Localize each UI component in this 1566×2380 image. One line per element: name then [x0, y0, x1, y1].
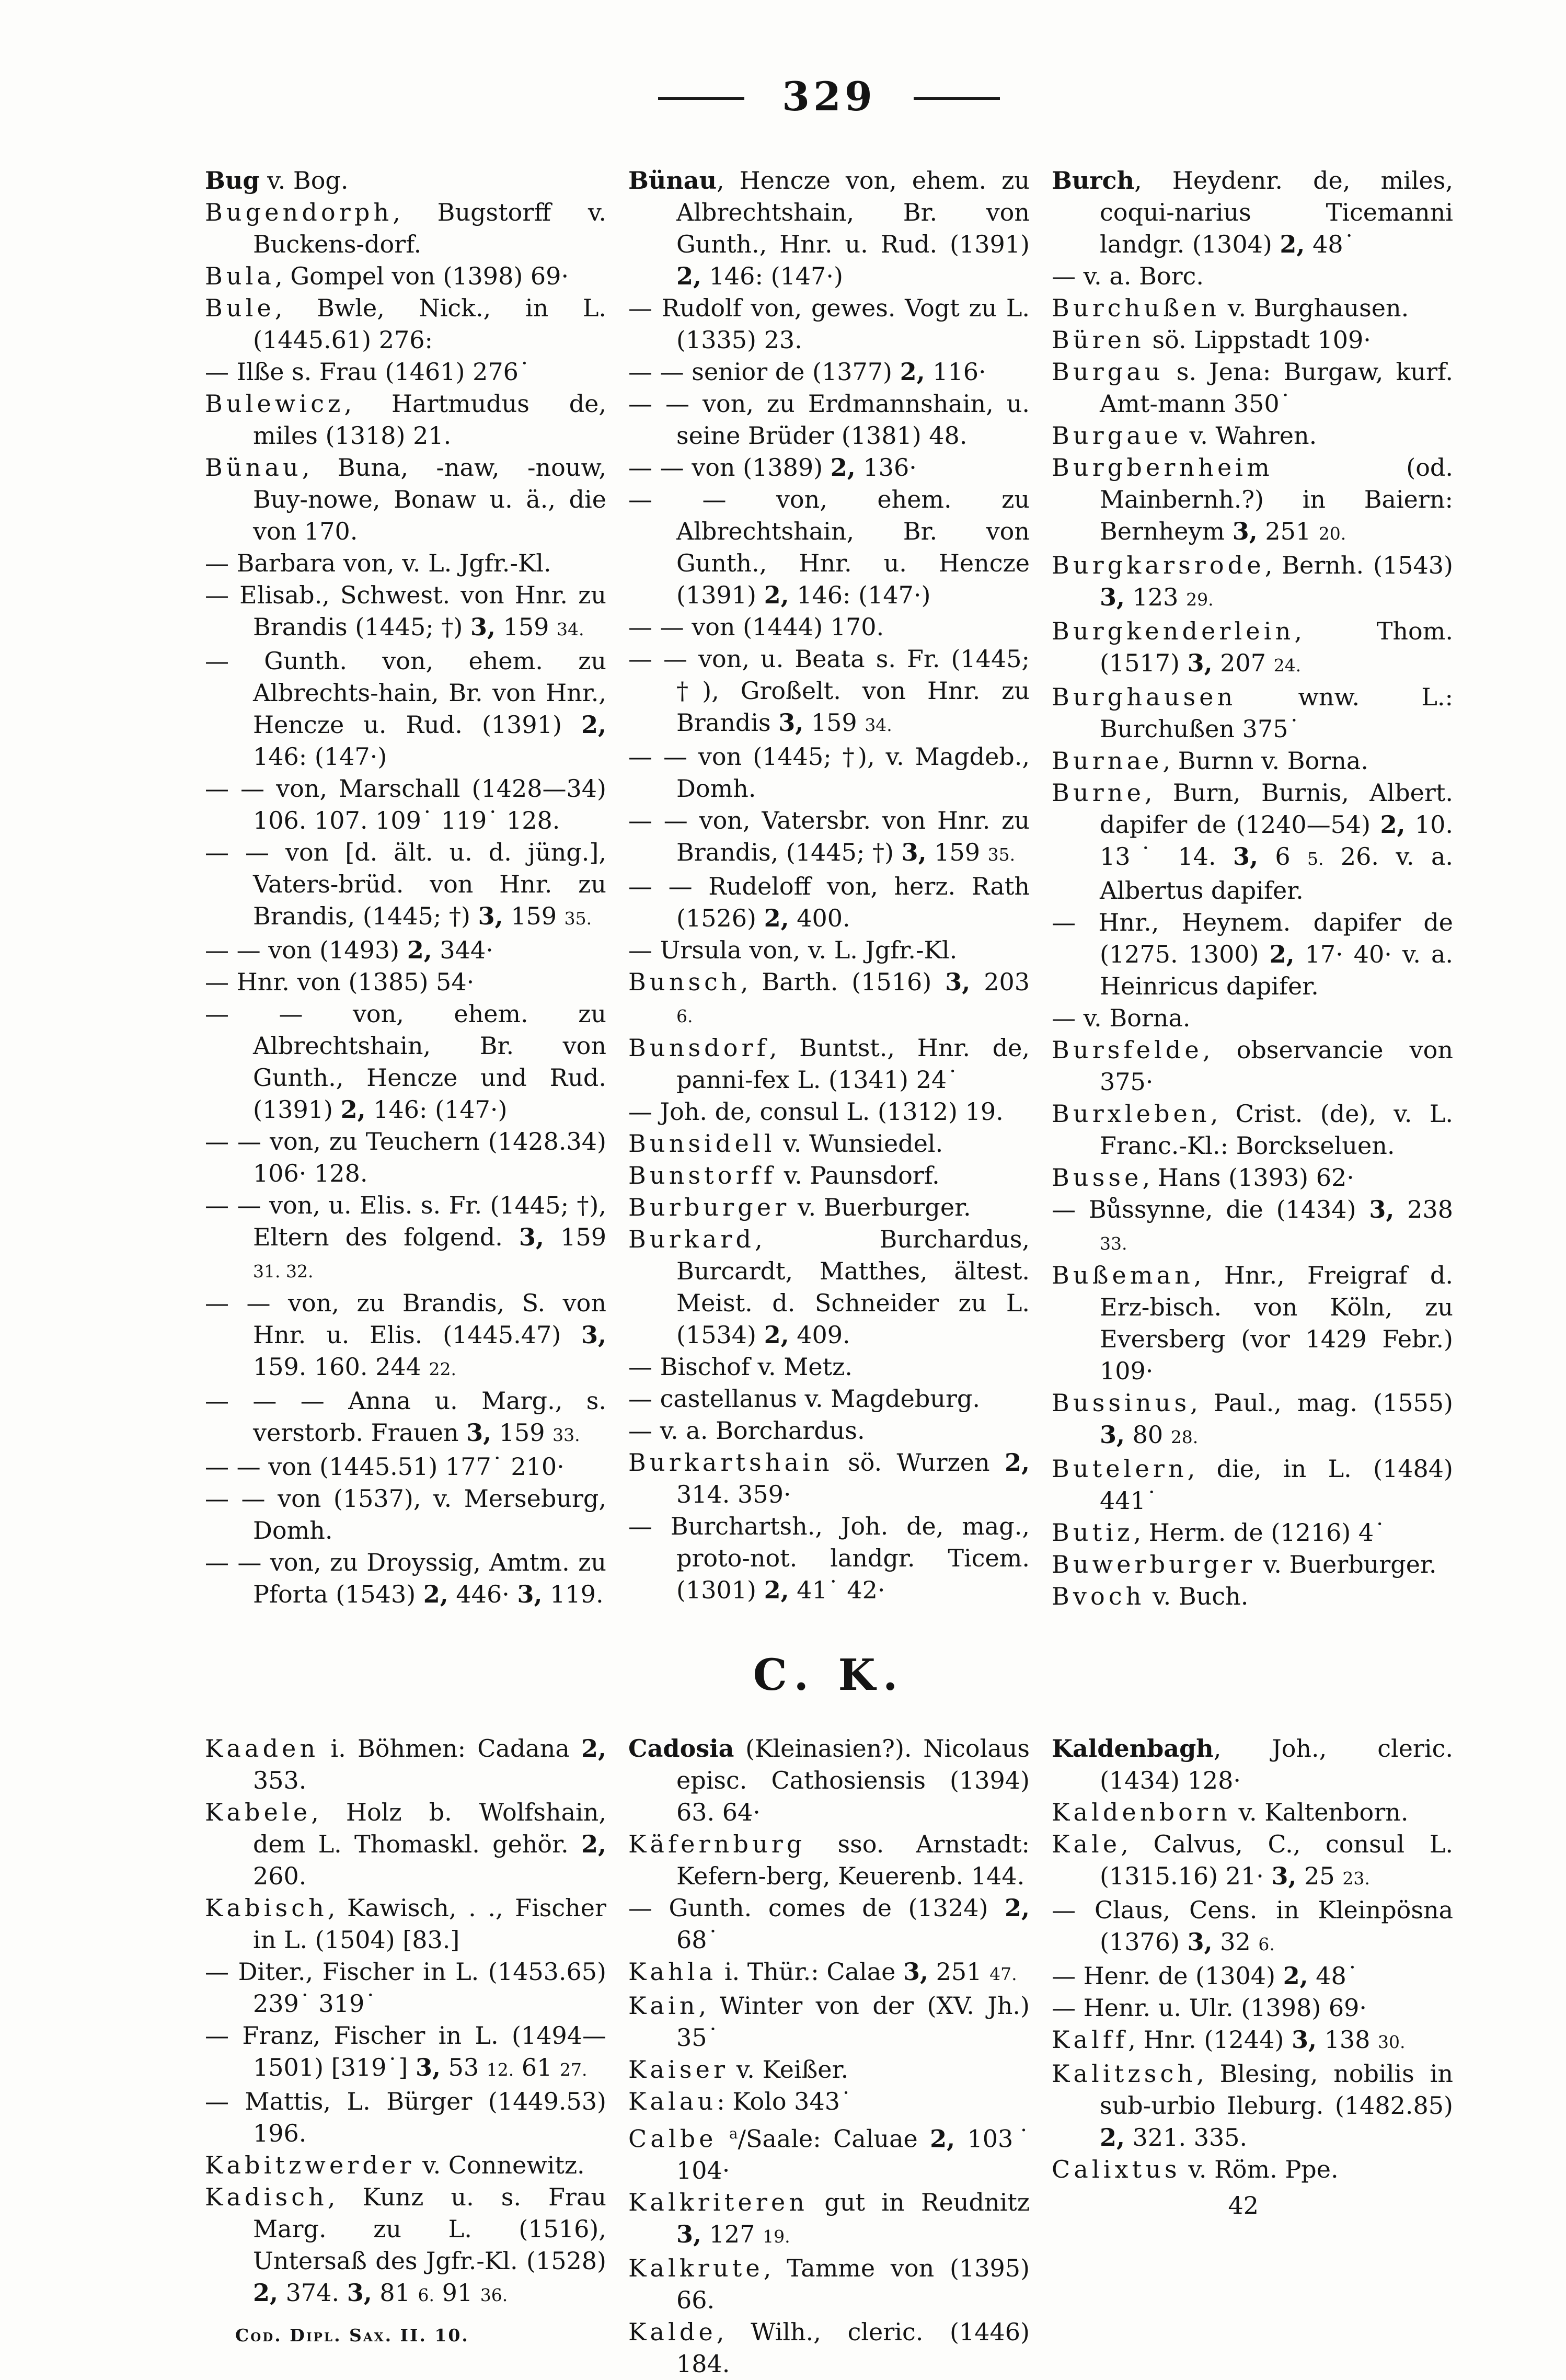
header-rule-right	[914, 97, 1000, 100]
index-column-ck-3	[1052, 1733, 1453, 2380]
index-entry: — — von (1493) 2, 344·	[205, 936, 493, 964]
index-entry: Busse, Hans (1393) 62·	[1052, 1163, 1354, 1192]
index-entry: Bursfelde, observancie von 375·	[1052, 1036, 1453, 1096]
index-entry: Kalau: Kolo 343˙	[628, 2087, 852, 2115]
index-entry: Kaldenborn v. Kaltenborn.	[1052, 1798, 1409, 1826]
index-entry: Bünau, Hencze von, ehem. zu Albrechtshain, Br. von Gunth., Hnr. u. Rud. (1391) 2, 146: (147·)	[628, 166, 1030, 290]
index-entry: Burkartshain sö. Wurzen 2, 314. 359·	[628, 1448, 1030, 1508]
index-entry: — — von, ehem. zu Albrechtshain, Br. von Gunth., Hencze und Rud. (1391) 2, 146: (147·)	[205, 1000, 606, 1124]
index-entry: Burkard, Burchardus, Burcardt, Matthes, ältest. Meist. d. Schneider zu L. (1534) 2, 409.	[628, 1225, 1030, 1349]
index-entry: — — von, zu Erdmannshain, u. seine Brüder (1381) 48.	[628, 390, 1030, 450]
index-entry: Bula, Gompel von (1398) 69·	[205, 262, 569, 290]
index-entry: Butelern, die, in L. (1484) 441˙	[1052, 1455, 1453, 1515]
index-entry: Burgaue v. Wahren.	[1052, 421, 1317, 450]
index-entry: — Gunth. von, ehem. zu Albrechts-hain, Br. von Hnr., Hencze u. Rud. (1391) 2, 146: (147·)	[205, 647, 606, 771]
index-column-1	[205, 165, 606, 1612]
index-entry: — — von (1537), v. Merseburg, Domh.	[205, 1484, 606, 1544]
index-entry: Kain, Winter von der (XV. Jh.) 35˙	[628, 1992, 1030, 2052]
index-entry: — — von, u. Elis. s. Fr. (1445; †), Eltern des folgend. 3, 159 31. 32.	[205, 1191, 606, 1281]
index-entry: Bunsidell v. Wunsiedel.	[628, 1129, 943, 1158]
index-entry: Kalitzsch, Blesing, nobilis in sub-urbio Ileburg. (1482.85) 2, 321. 335.	[1052, 2059, 1453, 2152]
index-entries-ck-3	[1052, 1733, 1453, 2186]
index-entry: Bunstorff v. Paunsdorf.	[628, 1161, 940, 1189]
index-entry: — — von, zu Teuchern (1428.34) 106· 128.	[205, 1127, 606, 1187]
index-entry: Burgau s. Jena: Burgaw, kurf. Amt-mann 350˙	[1052, 358, 1453, 418]
index-entry: Kalde, Wilh., cleric. (1446) 184.	[628, 2318, 1030, 2378]
page-number: 329	[782, 73, 876, 120]
index-entry: Bußeman, Hnr., Freigraf d. Erz-bisch. von Köln, zu Eversberg (vor 1429 Febr.) 109·	[1052, 1261, 1453, 1385]
index-entry: Burghausen wnw. L.: Burchußen 375˙	[1052, 683, 1453, 743]
index-entry: — Hnr. von (1385) 54·	[205, 968, 475, 996]
index-entry: Burgbernheim (od. Mainbernh.?) in Baiern: Bernheym 3, 251 20.	[1052, 453, 1453, 545]
index-entry: — — von, zu Brandis, S. von Hnr. u. Elis. (1445.47) 3, 159. 160. 244 22.	[205, 1289, 606, 1381]
index-section-b	[205, 165, 1453, 1612]
index-entry: — — von (1445.51) 177˙ 210·	[205, 1452, 565, 1481]
index-entry: Calixtus v. Röm. Ppe.	[1052, 2155, 1339, 2183]
index-entry: Käfernburg sso. Arnstadt: Kefern-berg, Keuerenb. 144.	[628, 1830, 1030, 1890]
index-entry: Bug v. Bog.	[205, 166, 349, 194]
index-entry: — Diter., Fischer in L. (1453.65) 239˙ 319˙	[205, 1958, 606, 2018]
index-section-ck	[205, 1733, 1453, 2380]
index-entry: — — von, zu Droyssig, Amtm. zu Pforta (1543) 2, 446· 3, 119.	[205, 1548, 606, 1608]
index-entry: — — senior de (1377) 2, 116·	[628, 358, 986, 386]
index-entry: — Claus, Cens. in Kleinpösna (1376) 3, 32 6.	[1052, 1896, 1453, 1956]
index-entry: — v. Borna.	[1052, 1004, 1191, 1032]
index-column-ck-2	[628, 1733, 1030, 2380]
index-entry: Bünau, Buna, -naw, -nouw, Buy-nowe, Bonaw u. ä., die von 170.	[205, 453, 606, 545]
index-entry: — — Rudeloff von, herz. Rath (1526) 2, 400.	[628, 872, 1030, 932]
index-entry: Burxleben, Crist. (de), v. L. Franc.-Kl.: Borckseluen.	[1052, 1100, 1453, 1160]
index-entry: Butiz, Herm. de (1216) 4˙	[1052, 1518, 1386, 1547]
index-entry: — — von [d. ält. u. d. jüng.], Vaters-brüd. von Hnr. zu Brandis, (1445; †) 3, 159 35.	[205, 838, 606, 930]
index-entry: — — von (1445; †), v. Magdeb., Domh.	[628, 742, 1030, 803]
index-entry: Burnae, Burnn v. Borna.	[1052, 747, 1368, 775]
index-entry: Kabisch, Kawisch, . ., Fischer in L. (1504) [83.]	[205, 1894, 606, 1954]
index-entry: Kabele, Holz b. Wolfshain, dem L. Thomaskl. gehör. 2, 260.	[205, 1798, 606, 1890]
index-entry: Kale, Calvus, C., consul L. (1315.16) 21· 3, 25 23.	[1052, 1830, 1453, 1890]
index-entry: — Barbara von, v. L. Jgfr.-Kl.	[205, 549, 551, 577]
index-entry: — — — Anna u. Marg., s. verstorb. Frauen 3, 159 33.	[205, 1387, 606, 1447]
signature-mark: Cod. Dipl. Sax. II. 10.	[235, 2325, 469, 2345]
index-entry: Büren sö. Lippstadt 109·	[1052, 326, 1371, 354]
index-entry: — Henr. de (1304) 2, 48˙	[1052, 1962, 1358, 1990]
index-entry: Kalkriteren gut in Reudnitz 3, 127 19.	[628, 2188, 1030, 2249]
index-entry: — Hnr., Heynem. dapifer de (1275. 1300) 2, 17· 40· v. a. Heinricus dapifer.	[1052, 908, 1453, 1000]
index-entry: — v. a. Borchardus.	[628, 1416, 865, 1445]
index-entry: — Rudolf von, gewes. Vogt zu L. (1335) 23.	[628, 294, 1030, 354]
index-entry: Bugendorph, Bugstorff v. Buckens-dorf.	[205, 198, 606, 258]
header-rule-left	[658, 97, 744, 100]
index-entry: Burch, Heydenr. de, miles, coqui-narius Ticemanni landgr. (1304) 2, 48˙	[1052, 166, 1453, 258]
index-entry: Bunsch, Barth. (1516) 3, 203 6.	[628, 968, 1030, 1026]
index-entry: Kahla i. Thür.: Calae 3, 251 47.	[628, 1958, 1017, 1986]
index-entry: Kabitzwerder v. Connewitz.	[205, 2151, 585, 2179]
index-column-3	[1052, 165, 1453, 1612]
index-entry: Bussinus, Paul., mag. (1555) 3, 80 28.	[1052, 1389, 1453, 1449]
index-entry: — Ursula von, v. L. Jgfr.-Kl.	[628, 936, 958, 964]
index-entry: Kadisch, Kunz u. s. Frau Marg. zu L. (1516), Untersaß des Jgfr.-Kl. (1528) 2, 374. 3, 81 6. 91 36.	[205, 2183, 606, 2307]
index-entry: Burgkarsrode, Bernh. (1543) 3, 123 29.	[1052, 551, 1453, 611]
index-entry: Buwerburger v. Buerburger.	[1052, 1550, 1437, 1578]
index-entry: Kalkrute, Tamme von (1395) 66.	[628, 2254, 1030, 2315]
index-entry: Burchußen v. Burghausen.	[1052, 294, 1409, 322]
index-entry: Burne, Burn, Burnis, Albert. dapifer de (1240—54) 2, 10. 13˙ 14. 3, 6 5. 26. v. a. Albertus dapifer.	[1052, 779, 1453, 905]
index-entry: — Mattis, L. Bürger (1449.53) 196.	[205, 2087, 606, 2147]
index-entry: Calbe $^a$/Saale: Caluae 2, 103˙ 104·	[628, 2124, 1030, 2185]
index-entry: — Gunth. comes de (1324) 2, 68˙	[628, 1894, 1030, 1954]
index-entry: — Joh. de, consul L. (1312) 19.	[628, 1097, 1004, 1126]
index-entry: Burgkenderlein, Thom. (1517) 3, 207 24.	[1052, 617, 1453, 677]
section-heading-ck: C. K.	[753, 1650, 905, 1700]
index-entry: Bunsdorf, Buntst., Hnr. de, panni-fex L. (1341) 24˙	[628, 1034, 1030, 1094]
index-entry: Kaldenbagh, Joh., cleric. (1434) 128·	[1052, 1734, 1453, 1794]
index-entry: — Bůssynne, die (1434) 3, 238 33.	[1052, 1195, 1453, 1254]
index-column-ck-1	[205, 1733, 606, 2380]
index-entry: — — von, Marschall (1428—34) 106. 107. 109˙ 119˙ 128.	[205, 774, 606, 834]
index-entries-ck-1	[205, 1733, 606, 2311]
index-entry: Cadosia (Kleinasien?). Nicolaus episc. Cathosiensis (1394) 63. 64·	[628, 1734, 1030, 1826]
index-entry: — Henr. u. Ulr. (1398) 69·	[1052, 1994, 1367, 2022]
index-entry: Kaiser v. Keißer.	[628, 2055, 849, 2084]
index-entry: Bulewicz, Hartmudus de, miles (1318) 21.	[205, 390, 606, 450]
index-entry: — Franz, Fischer in L. (1494—1501) [319˙] 3, 53 12. 61 27.	[205, 2021, 606, 2081]
index-entry: — — von (1389) 2, 136·	[628, 453, 917, 482]
index-entry: — — von (1444) 170.	[628, 613, 884, 641]
index-column-2	[628, 165, 1030, 1612]
index-entry: — castellanus v. Magdeburg.	[628, 1384, 980, 1413]
index-entry: — — von, Vatersbr. von Hnr. zu Brandis, (1445; †) 3, 159 35.	[628, 806, 1030, 866]
index-entry: — Ilße s. Frau (1461) 276˙	[205, 358, 531, 386]
index-entry: — Burchartsh., Joh. de, mag., proto-not. landgr. Ticem. (1301) 2, 41˙ 42·	[628, 1512, 1030, 1604]
index-entry: Kaaden i. Böhmen: Cadana 2, 353.	[205, 1734, 606, 1794]
index-entry: Bule, Bwle, Nick., in L. (1445.61) 276:	[205, 294, 606, 354]
index-entry: — — von, u. Beata s. Fr. (1445; †), Großelt. von Hnr. zu Brandis 3, 159 34.	[628, 645, 1030, 737]
index-entry: — Bischof v. Metz.	[628, 1353, 853, 1381]
index-entry: Kalff, Hnr. (1244) 3, 138 30.	[1052, 2026, 1406, 2054]
index-entry: — — von, ehem. zu Albrechtshain, Br. von Gunth., Hnr. u. Hencze (1391) 2, 146: (147·)	[628, 485, 1030, 609]
index-entry: — Elisab., Schwest. von Hnr. zu Brandis (1445; †) 3, 159 34.	[205, 581, 606, 641]
page-header	[205, 73, 1453, 120]
index-entry: Burburger v. Buerburger.	[628, 1193, 971, 1221]
index-entry: Bvoch v. Buch.	[1052, 1582, 1249, 1610]
index-entry: — v. a. Borc.	[1052, 262, 1204, 290]
sheet-number: 42	[1228, 2191, 1259, 2219]
